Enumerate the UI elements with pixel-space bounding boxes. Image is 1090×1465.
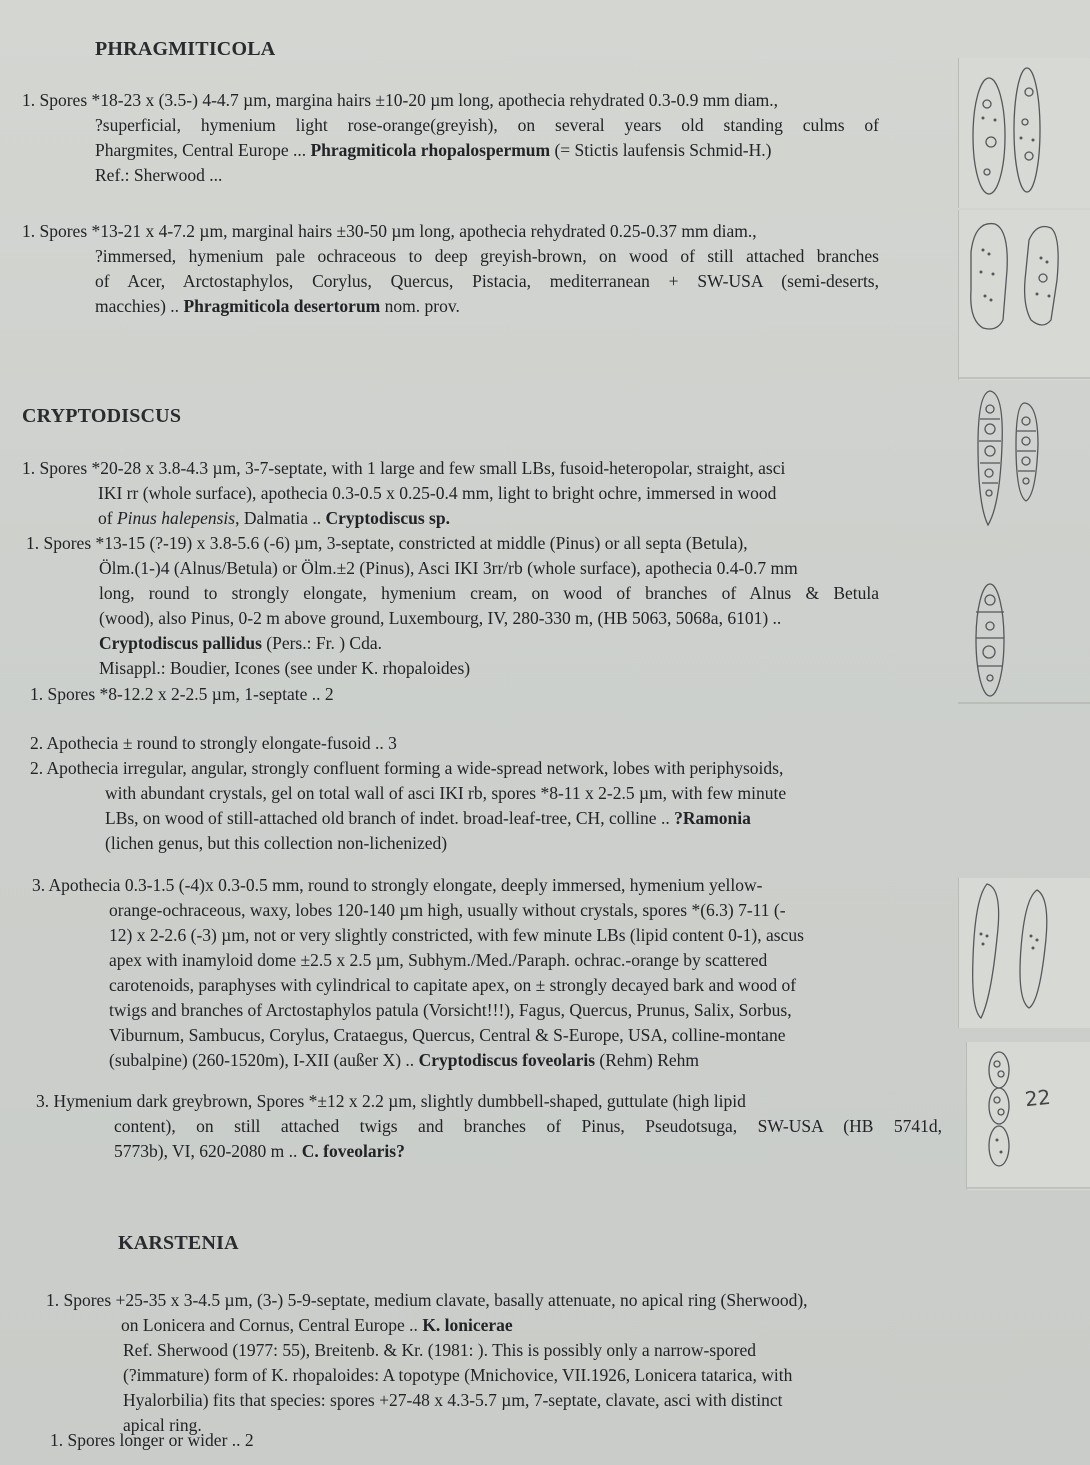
entry-line: 1. Spores longer or wider .. 2	[50, 1430, 254, 1450]
spore-sketch-cryptodiscus-pallidus	[958, 570, 1090, 705]
key-entry	[30, 682, 950, 707]
entry-line: 2. Apothecia irregular, angular, strongly confluent forming a wide-spread network, lobes with periphysoids,	[30, 758, 784, 778]
spore-sketch-cryptodiscus-foveolaris	[958, 878, 1090, 1028]
entry-line: (subalpine) (260-1520m), I-XII (außer X) ..	[109, 1050, 419, 1070]
taxon-authority: (Pers.: Fr. ) Cda.	[261, 633, 382, 653]
taxon-name: K. lonicerae	[422, 1315, 513, 1335]
entry-line: 3. Hymenium dark greybrown, Spores *±12 x 2.2 µm, slightly dumbbell-shaped, guttulate (high lipid	[36, 1091, 746, 1111]
entry-line: with abundant crystals, gel on total wall of asci IKI rb, spores *8-11 x 2-2.5 µm, with few minute	[105, 783, 787, 803]
entry-line: orange-ochraceous, waxy, lobes 120-140 µm high, usually without crystals, spores *(6.3) 7-11 (-	[109, 900, 786, 920]
entry-line: on Lonicera and Cornus, Central Europe ..	[121, 1315, 423, 1335]
taxon-name: Cryptodiscus sp.	[325, 508, 450, 528]
entry-line: content), on still attached twigs and branches of Pinus, Pseudotsuga, SW-USA (HB 5741d,	[114, 1116, 942, 1136]
entry-misapplication: Misappl.: Boudier, Icones (see under K. rhopaloides)	[99, 658, 471, 678]
entry-line: 3. Apothecia 0.3-1.5 (-4)x 0.3-0.5 mm, round to strongly elongate, deeply immersed, hymenium yellow-	[32, 875, 763, 895]
key-entry	[22, 456, 952, 531]
key-entry	[30, 731, 950, 756]
entry-line: 1. Spores *13-15 (?-19) x 3.8-5.6 (-6) µm, 3-septate, constricted at middle (Pinus) or all septa (Betula),	[26, 533, 748, 553]
entry-note: apical ring.	[123, 1415, 202, 1435]
entry-line: apex with inamyloid dome ±2.5 x 2.5 µm, Subhym./Med./Paraph. ochrac.-orange by scattered	[109, 950, 768, 970]
entry-line: of	[98, 508, 117, 528]
entry-note: (?immature) form of K. rhopaloides: A topotype (Mnichovice, VII.1926, Lonicera tatarica, with	[123, 1365, 793, 1385]
entry-line: twigs and branches of Arctostaphylos patula (Vorsicht!!!), Fagus, Quercus, Prunus, Salix, Sorbus,	[109, 1000, 792, 1020]
entry-line: 1. Spores *20-28 x 3.8-4.3 µm, 3-7-septate, with 1 large and few small LBs, fusoid-heteropolar, straight, asci	[22, 458, 786, 478]
taxon-authority: (Rehm) Rehm	[595, 1050, 700, 1070]
entry-line: , Dalmatia ..	[235, 508, 326, 528]
key-entry	[30, 756, 950, 856]
entry-line: LBs, on wood of still-attached old branch of indet. broad-leaf-tree, CH, colline ..	[105, 808, 675, 828]
spore-sketch-phragmiticola-rhopalospermum	[958, 58, 1090, 208]
entry-line: 1. Spores *8-12.2 x 2-2.5 µm, 1-septate .. 2	[30, 684, 334, 704]
key-entry	[32, 873, 950, 1073]
taxon-name: Phragmiticola desertorum	[183, 296, 381, 316]
entry-line: 12) x 2-2.6 (-3) µm, not or very slightly constricted, with few minute LBs (lipid content 0-1), ascus	[109, 925, 804, 945]
taxon-name: Cryptodiscus foveolaris	[418, 1050, 596, 1070]
entry-reference: Ref.: Sherwood ...	[95, 165, 223, 185]
entry-line: (wood), also Pinus, 0-2 m above ground, Luxembourg, IV, 280-330 m, (HB 5063, 5068a, 6101) ..	[99, 608, 782, 628]
taxon-name: Phragmiticola rhopalospermum	[310, 140, 551, 160]
spore-sketch-cryptodiscus-sp	[958, 385, 1090, 530]
host-name: Pinus halepensis	[116, 508, 236, 528]
entry-reference: Ref. Sherwood (1977: 55), Breitenb. & Kr. (1981: ). This is possibly only a narrow-spored	[123, 1340, 756, 1360]
entry-line: 1. Spores *18-23 x (3.5-) 4-4.7 µm, margina hairs ±10-20 µm long, apothecia rehydrated 0.3-0.9 mm diam.,	[22, 90, 779, 110]
taxon-name: ?Ramonia	[674, 808, 751, 828]
entry-line: carotenoids, paraphyses with cylindrical to capitate apex, on ± strongly decayed bark and wood of	[109, 975, 797, 995]
key-entry	[22, 219, 952, 319]
spore-sketch-phragmiticola-desertorum	[958, 210, 1090, 380]
entry-line: of Acer, Arctostaphylos, Corylus, Quercus, Pistacia, mediterranean + SW-USA (semi-deserts,	[95, 271, 879, 291]
key-entry	[50, 1428, 950, 1453]
entry-line: 1. Spores +25-35 x 3-4.5 µm, (3-) 5-9-septate, medium clavate, basally attenuate, no apical ring (Sherwood),	[46, 1290, 808, 1310]
taxon-authority: (= Stictis laufensis Schmid-H.)	[550, 140, 772, 160]
entry-line: Phargmites, Central Europe ...	[95, 140, 311, 160]
section-heading-karstenia: KARSTENIA	[118, 1232, 239, 1254]
entry-line: Ölm.(1-)4 (Alnus/Betula) or Ölm.±2 (Pinus), Asci IKI 3rr/rb (whole surface), apothecia 0.4-0.7 mm	[99, 558, 798, 578]
taxon-name: Cryptodiscus pallidus	[99, 633, 262, 653]
entry-note: Hyalorbilia) fits that species: spores +27-48 x 4.3-5.7 µm, 7-septate, clavate, asci with distinct	[123, 1390, 783, 1410]
entry-line: 5773b), VI, 620-2080 m ..	[114, 1141, 302, 1161]
entry-line: long, round to strongly elongate, hymenium cream, on wood of branches of Alnus & Betula	[99, 583, 879, 603]
sketch-scale-note: 22	[1023, 1084, 1052, 1112]
key-entry	[22, 88, 952, 188]
entry-line: IKI rr (whole surface), apothecia 0.3-0.5 x 0.25-0.4 mm, light to bright ochre, immersed in wood	[98, 483, 777, 503]
entry-line: ?immersed, hymenium pale ochraceous to deep greyish-brown, on wood of still attached branches	[95, 246, 879, 266]
key-entry	[26, 531, 952, 681]
taxon-name: C. foveolaris?	[301, 1141, 405, 1161]
entry-line: 2. Apothecia ± round to strongly elongate-fusoid .. 3	[30, 733, 397, 753]
taxon-authority: nom. prov.	[380, 296, 460, 316]
entry-line: macchies) ..	[95, 296, 184, 316]
spore-sketch-c-foveolaris-query	[966, 1042, 1090, 1190]
entry-line: 1. Spores *13-21 x 4-7.2 µm, marginal hairs ±30-50 µm long, apothecia rehydrated 0.25-0.37 mm diam.,	[22, 221, 757, 241]
section-heading-cryptodiscus: CRYPTODISCUS	[22, 405, 182, 427]
entry-line: ?superficial, hymenium light rose-orange(greyish), on several years old standing culms of	[95, 115, 879, 135]
entry-line: Viburnum, Sambucus, Corylus, Crataegus, Quercus, Central & S-Europe, USA, colline-montane	[109, 1025, 786, 1045]
key-entry	[46, 1288, 946, 1438]
section-heading-phragmiticola: PHRAGMITICOLA	[95, 38, 276, 60]
entry-note: (lichen genus, but this collection non-lichenized)	[105, 833, 448, 853]
key-entry	[36, 1089, 942, 1164]
